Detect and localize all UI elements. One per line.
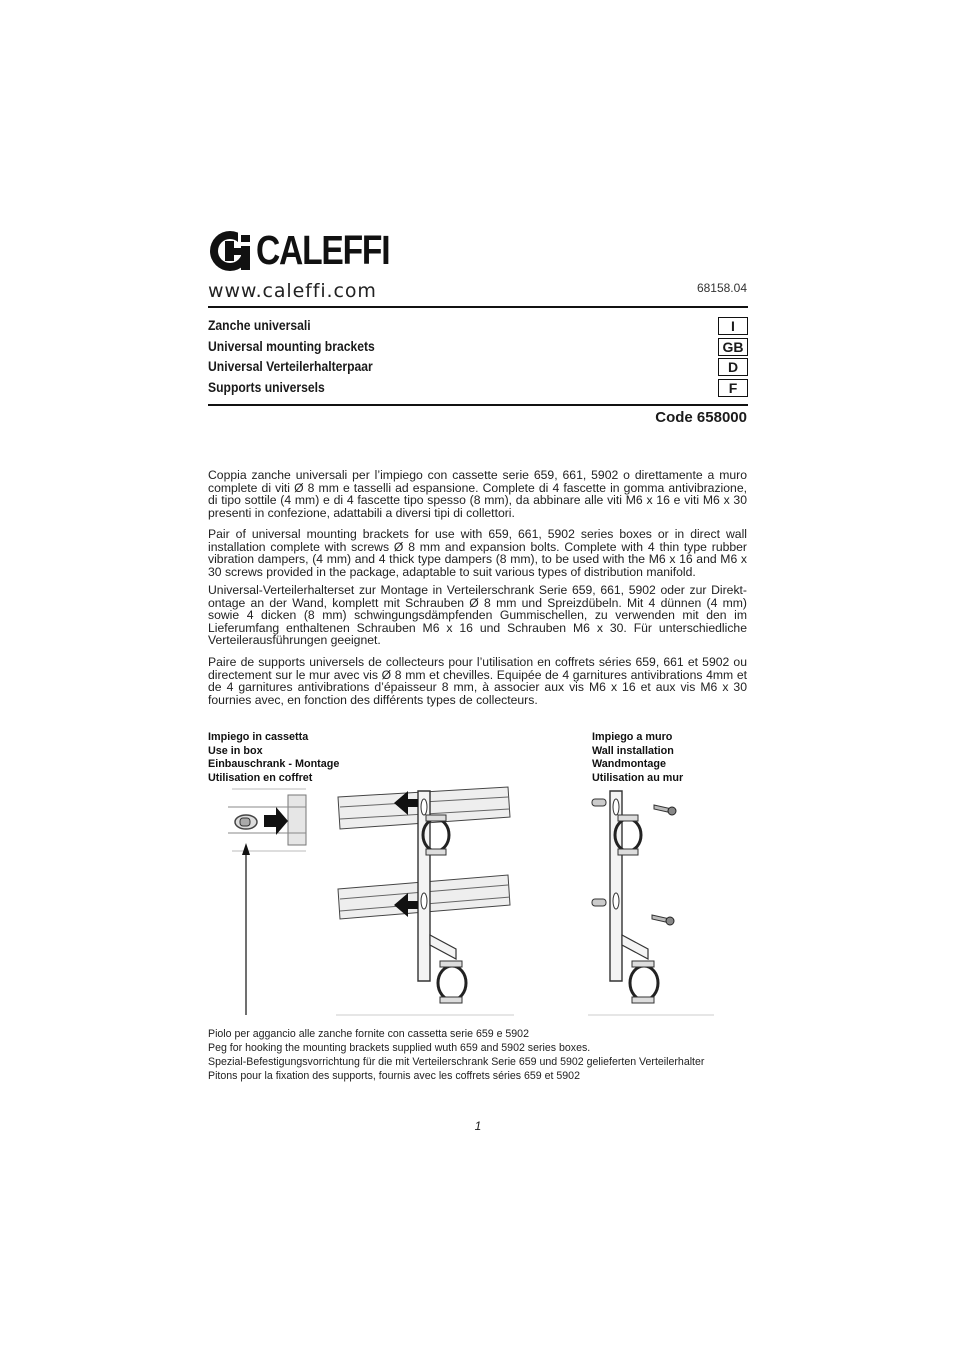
arrow-up-icon [242,843,250,855]
caption-line: Use in box [208,744,263,757]
bottom-rule [208,404,748,406]
footnotes [208,1027,704,1083]
description-gb: Pair of universal mounting brackets for use with 659, 661, 5902 series boxes or in direct wall installation complete with screws Ø 8 mm and expansion bolts. Complete with 4 thin type rubber vibration dampers, (4 mm) and 4 thick type dampers (8 mm), to be used with the M6 x 16 and M6 x 30 screws provided in the package, adaptable to suit various types of distribution manifold. [208,527,747,579]
footnote-line: Pitons pour la fixation des supports, fournis avec les coffrets séries 659 et 5902 [208,1070,580,1082]
title-text: Universal mounting brackets [208,339,375,354]
screw-icon [652,805,676,925]
caption-line: Utilisation en coffret [208,771,313,784]
brand-name: CALEFFI [256,227,390,273]
title-text: Supports universels [208,380,325,395]
bracket [610,791,658,1003]
title-row-de [208,358,748,377]
footnote-line: Spezial-Befestigungsvorrichtung für die mit Verteilerschrank Serie 659 und 5902 gelieferten Verteilerhalter [208,1056,705,1068]
top-rule [208,306,748,308]
arrow-right-icon [264,807,288,835]
footnote-line: Piolo per aggancio alle zanche fornite con cassetta serie 659 e 5902 [208,1028,529,1040]
peg-detail-illustration [228,785,338,1020]
caleffi-logo-icon [208,228,254,274]
caption-line: Wandmontage [592,758,666,770]
wall-plug-icon [592,799,606,906]
website-url[interactable]: www.caleffi.com [208,280,377,302]
caption-wall [592,731,683,785]
product-code: Code 658000 [655,409,747,426]
description-fr: Paire de supports universels de collecteurs pour l’utilisation en coffrets séries 659, 661 et 5902 ou directement sur le mur avec vis Ø 8 mm et chevilles. Equipée de 4 garnitures antivibrations 4mm et de 4 garnitures antivibrations d’épaisseur 8 mm, à associer aux vis M6 x 16 et aux vis M6 x 30 fournies avec, en fonction des différents types de collecteurs. [208,655,747,707]
box-installation-illustration [336,785,516,1017]
lang-badge: I [718,317,748,335]
title-text: Universal Verteilerhalterpaar [208,359,373,374]
title-text: Zanche universali [208,318,311,333]
title-row-it [208,317,748,336]
footnote-line: Peg for hooking the mounting brackets supplied wuth 659 and 5902 series boxes. [208,1042,591,1054]
caption-line: Wall installation [592,744,674,757]
description-it: Coppia zanche universali per l’impiego con cassette serie 659, 661, 5902 o direttamente a muro complete di viti Ø 8 mm e tasselli ad espansione. Complete di 4 fascette in gomma antivibrazione, di tipo sottile (4 mm) e di 4 fascette tipo spesso (8 mm), da abbinare alle viti M6 x 16 e viti M6 x 30 presenti in confezione, adattabili a diversi tipi di collettori. [208,468,747,520]
lang-badge: F [718,379,748,397]
caption-line: Impiego a muro [592,731,673,743]
caleffi-logo [208,226,398,274]
description-de: Universal-Verteilerhalterset zur Montage in Verteilerschrank Serie 659, 661, 5902 oder zur Direkt-ontage an der Wand, komplett mit Schrauben Ø 8 mm und Spreizdübeln. Mit 4 dünnen (4 mm) sowie 4 dicken (8 mm) schwingungsdämpfenden Gummischellen, zu verwenden mit den im Lieferumfang enthaltenen Schrauben M6 x 16 und Schrauben M6 x 30. Für unterschiedliche Verteilerausführungen geeignet. [208,583,747,648]
lang-badge: D [718,358,748,376]
caption-line: Impiego in cassetta [208,731,309,743]
caption-line: Einbauschrank - Montage [208,758,340,770]
wall-installation-illustration [588,785,718,1017]
page-number: 1 [474,1119,482,1133]
caption-box [208,731,339,785]
title-row-fr [208,379,748,398]
title-row-gb [208,338,748,357]
lang-badge: GB [718,338,748,356]
caption-line: Utilisation au mur [592,771,684,784]
document-code: 68158.04 [696,281,747,295]
